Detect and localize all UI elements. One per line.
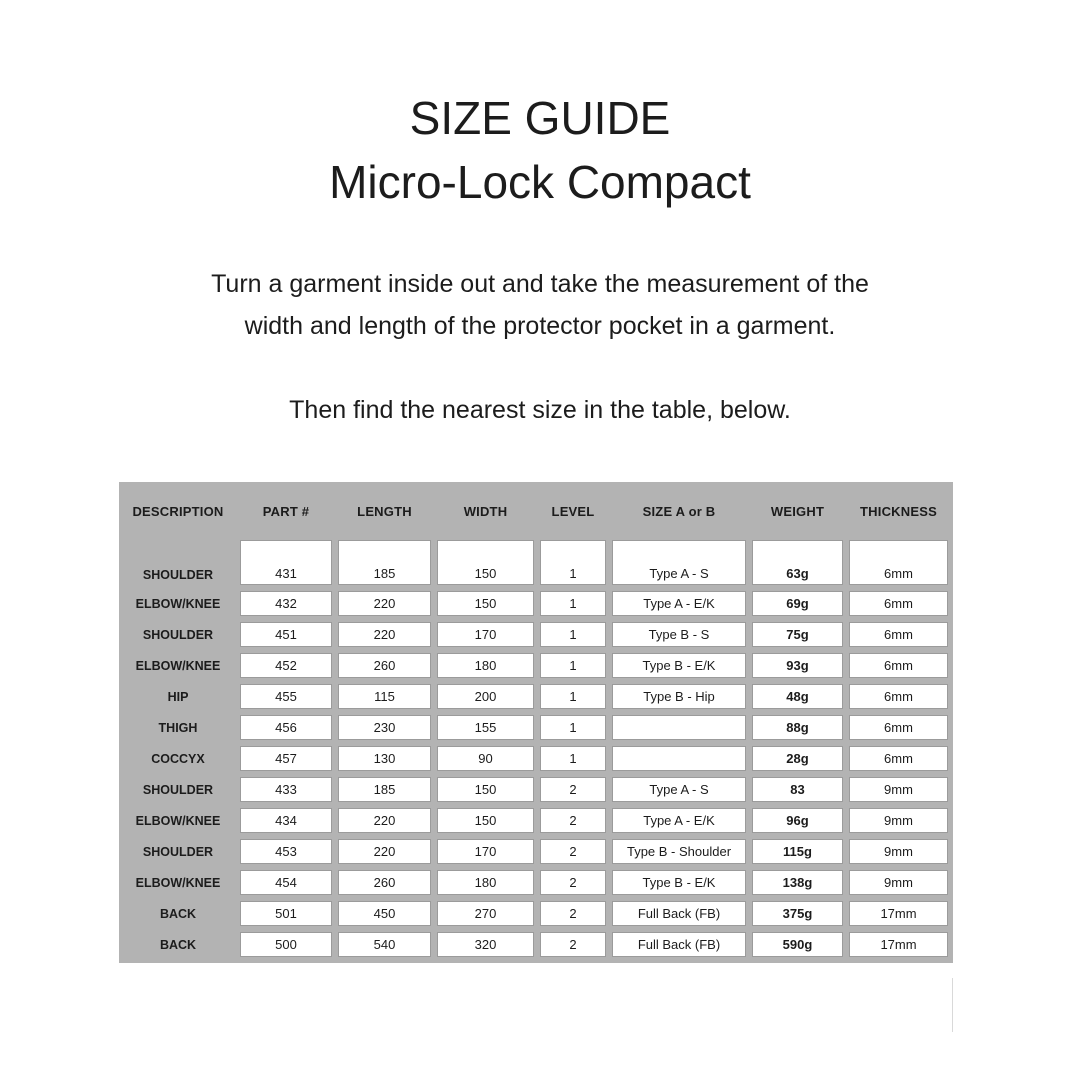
cell-part-number: 455 [240, 684, 332, 709]
cell-thickness: 17mm [849, 901, 948, 926]
cell-length: 220 [338, 622, 431, 647]
table-row [119, 808, 953, 833]
intro-text [0, 263, 1080, 347]
header-cell-description: DESCRIPTION [132, 503, 224, 519]
cell-thickness: 17mm [849, 932, 948, 957]
cell-description: ELBOW/KNEE [135, 658, 221, 673]
cell-weight: 28g [752, 746, 843, 771]
cell-description: ELBOW/KNEE [135, 813, 221, 828]
cell-size-a-or-b: Type A - E/K [612, 808, 746, 833]
cell-width: 200 [437, 684, 534, 709]
header-cell-part: PART # [262, 503, 310, 519]
header-cell-width: WIDTH [463, 503, 508, 519]
intro-line-2: width and length of the protector pocket in a garment. [244, 312, 836, 340]
cell-size-a-or-b: Type B - E/K [612, 653, 746, 678]
cell-weight: 93g [752, 653, 843, 678]
cell-description: BACK [159, 937, 197, 952]
cell-width: 150 [437, 591, 534, 616]
cell-level: 1 [540, 653, 606, 678]
cell-width: 150 [437, 777, 534, 802]
cell-size-a-or-b [612, 746, 746, 771]
cell-level: 1 [540, 715, 606, 740]
table-row [119, 777, 953, 802]
cell-thickness: 9mm [849, 839, 948, 864]
cell-description: HIP [167, 689, 189, 704]
cell-thickness: 6mm [849, 622, 948, 647]
cell-width: 180 [437, 870, 534, 895]
cell-width: 180 [437, 653, 534, 678]
cell-weight: 69g [752, 591, 843, 616]
page-title [0, 86, 1080, 214]
cell-length: 260 [338, 870, 431, 895]
title-line-2: Micro-Lock Compact [329, 156, 751, 208]
cell-level: 2 [540, 870, 606, 895]
cell-level: 2 [540, 777, 606, 802]
cell-description: SHOULDER [142, 568, 214, 582]
cell-length: 540 [338, 932, 431, 957]
cell-length: 450 [338, 901, 431, 926]
cell-size-a-or-b: Full Back (FB) [612, 932, 746, 957]
cell-level: 1 [540, 622, 606, 647]
cell-part-number: 433 [240, 777, 332, 802]
cell-length: 230 [338, 715, 431, 740]
header-cell-thickness: THICKNESS [860, 503, 937, 519]
cell-weight: 96g [752, 808, 843, 833]
cell-part-number: 454 [240, 870, 332, 895]
table-body [119, 540, 953, 957]
cell-weight: 590g [752, 932, 843, 957]
cell-level: 2 [540, 932, 606, 957]
cell-weight: 48g [752, 684, 843, 709]
cell-part-number: 431 [240, 540, 332, 585]
cell-weight: 138g [752, 870, 843, 895]
cell-part-number: 456 [240, 715, 332, 740]
cell-thickness: 9mm [849, 808, 948, 833]
cell-level: 2 [540, 839, 606, 864]
cell-part-number: 500 [240, 932, 332, 957]
cell-level: 1 [540, 591, 606, 616]
header-cell-level: LEVEL [551, 503, 595, 519]
cell-description: ELBOW/KNEE [135, 875, 221, 890]
cell-length: 130 [338, 746, 431, 771]
table-row [119, 870, 953, 895]
title-line-1: SIZE GUIDE [409, 92, 671, 144]
cell-size-a-or-b: Type A - S [612, 540, 746, 585]
cell-level: 1 [540, 746, 606, 771]
cell-thickness: 9mm [849, 870, 948, 895]
cell-width: 150 [437, 808, 534, 833]
table-row [119, 653, 953, 678]
table-row [119, 746, 953, 771]
header-cell-weight: WEIGHT [770, 503, 825, 519]
cell-description: COCCYX [151, 751, 205, 766]
intro-line-3: Then find the nearest size in the table, below. [289, 396, 791, 424]
cell-length: 220 [338, 808, 431, 833]
cell-size-a-or-b: Type B - E/K [612, 870, 746, 895]
table-row [119, 591, 953, 616]
cell-thickness: 6mm [849, 540, 948, 585]
intro-text-2 [0, 389, 1080, 431]
page-divider-line [952, 978, 953, 1032]
table-row [119, 901, 953, 926]
cell-description: BACK [159, 906, 197, 921]
cell-length: 185 [338, 540, 431, 585]
table-row [119, 839, 953, 864]
cell-weight: 115g [752, 839, 843, 864]
cell-width: 170 [437, 622, 534, 647]
cell-width: 320 [437, 932, 534, 957]
table-row [119, 540, 953, 585]
cell-size-a-or-b: Type A - S [612, 777, 746, 802]
cell-weight: 83 [752, 777, 843, 802]
cell-length: 185 [338, 777, 431, 802]
cell-part-number: 453 [240, 839, 332, 864]
table-row [119, 622, 953, 647]
cell-length: 260 [338, 653, 431, 678]
cell-size-a-or-b: Type A - E/K [612, 591, 746, 616]
cell-level: 2 [540, 901, 606, 926]
cell-width: 270 [437, 901, 534, 926]
cell-weight: 375g [752, 901, 843, 926]
table-row [119, 932, 953, 957]
cell-width: 90 [437, 746, 534, 771]
cell-description: SHOULDER [142, 782, 214, 797]
cell-size-a-or-b: Type B - Shoulder [612, 839, 746, 864]
cell-level: 1 [540, 540, 606, 585]
cell-length: 115 [338, 684, 431, 709]
cell-part-number: 451 [240, 622, 332, 647]
cell-size-a-or-b: Type B - S [612, 622, 746, 647]
cell-part-number: 432 [240, 591, 332, 616]
size-table [119, 482, 953, 963]
cell-description: ELBOW/KNEE [135, 596, 221, 611]
table-header [119, 482, 953, 540]
cell-part-number: 457 [240, 746, 332, 771]
cell-level: 2 [540, 808, 606, 833]
cell-level: 1 [540, 684, 606, 709]
cell-size-a-or-b [612, 715, 746, 740]
cell-size-a-or-b: Full Back (FB) [612, 901, 746, 926]
cell-weight: 63g [752, 540, 843, 585]
cell-length: 220 [338, 839, 431, 864]
cell-description: SHOULDER [142, 844, 214, 859]
cell-length: 220 [338, 591, 431, 616]
cell-part-number: 452 [240, 653, 332, 678]
cell-thickness: 6mm [849, 653, 948, 678]
cell-description: THIGH [158, 720, 198, 735]
cell-thickness: 6mm [849, 591, 948, 616]
intro-line-1: Turn a garment inside out and take the measurement of the [211, 270, 869, 298]
cell-weight: 88g [752, 715, 843, 740]
cell-width: 155 [437, 715, 534, 740]
table-row [119, 715, 953, 740]
cell-thickness: 6mm [849, 746, 948, 771]
cell-part-number: 501 [240, 901, 332, 926]
cell-width: 170 [437, 839, 534, 864]
cell-thickness: 9mm [849, 777, 948, 802]
cell-size-a-or-b: Type B - Hip [612, 684, 746, 709]
cell-width: 150 [437, 540, 534, 585]
cell-part-number: 434 [240, 808, 332, 833]
table-row [119, 684, 953, 709]
cell-thickness: 6mm [849, 715, 948, 740]
cell-weight: 75g [752, 622, 843, 647]
header-cell-length: LENGTH [357, 503, 412, 519]
cell-description: SHOULDER [142, 627, 214, 642]
cell-thickness: 6mm [849, 684, 948, 709]
header-cell-size: SIZE A or B [642, 503, 716, 519]
